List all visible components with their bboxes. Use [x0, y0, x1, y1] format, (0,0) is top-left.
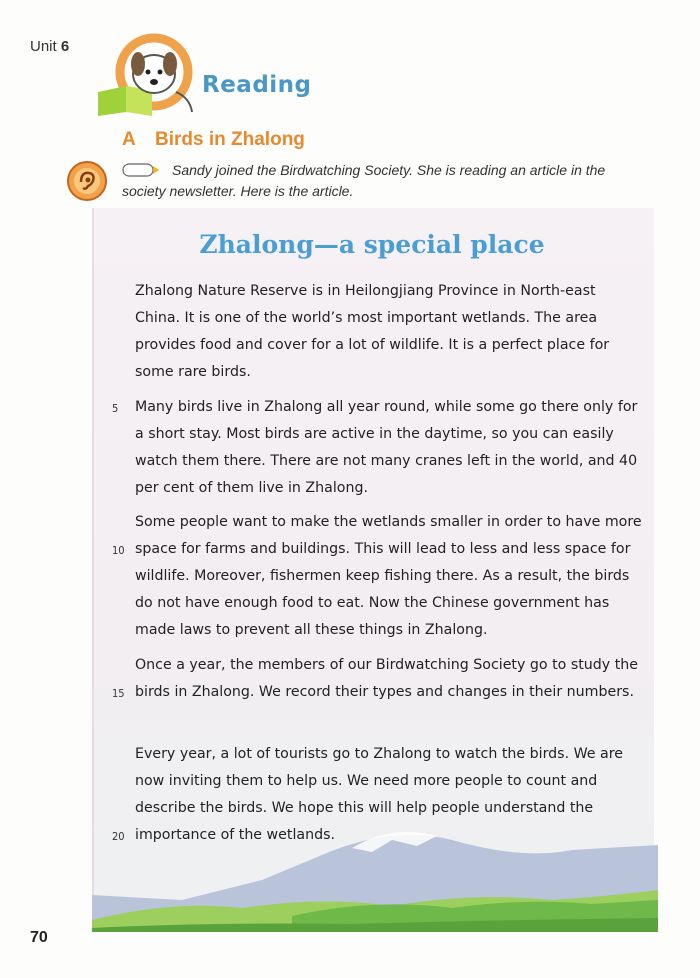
sub-heading	[122, 129, 305, 151]
article-paragraph-5: Every year, a lot of tourists go to Zhalong to watch the birds. We are now inviting them to help us. We need more people to count and describe the birds. We hope this will help people understand the importance of the wetlands.	[135, 746, 623, 843]
line-number: 20	[112, 830, 125, 843]
line-number: 10	[112, 544, 125, 557]
sub-heading-title: Birds in Zhalong	[155, 129, 305, 150]
article-paragraph-2: Many birds live in Zhalong all year round, while some go there only for a short stay. Most birds are active in the daytime, so you can easily watch them there. There are not many cranes left in the world, and 40 per cent of them live in Zhalong.	[135, 399, 638, 496]
article-paragraph-3: Some people want to make the wetlands smaller in order to have more space for farms and buildings. This will lead to less and less space for wildlife. Moreover, fishermen keep fishing there. As a result, the birds do not have enough food to eat. Now the Chinese government has made laws to prevent all these things in Zhalong.	[135, 514, 642, 638]
section-title: Reading	[202, 72, 312, 98]
line-number: 5	[112, 402, 119, 415]
unit-label	[30, 38, 69, 55]
intro-text: Sandy joined the Birdwatching Society. She is reading an article in the society newsletter. Here is the article.	[122, 162, 606, 199]
line-number: 15	[112, 687, 125, 700]
page-number: 70	[30, 929, 48, 946]
reading-dog-mascot-icon	[92, 32, 212, 120]
listening-icon	[66, 160, 108, 202]
article-paragraph-4: Once a year, the members of our Birdwatching Society go to study the birds in Zhalong. We record their types and changes in their numbers.	[135, 657, 638, 700]
article-paragraph-1: Zhalong Nature Reserve is in Heilongjiang Province in North-east China. It is one of the world’s most important wetlands. The area provides food and cover for a lot of wildlife. It is a perfect place for some rare birds.	[135, 283, 610, 380]
article-title: Zhalong—a special place	[199, 230, 545, 259]
unit-number: 6	[60, 38, 70, 55]
unit-label-text: Unit	[30, 38, 57, 55]
sub-heading-letter: A	[122, 129, 136, 150]
